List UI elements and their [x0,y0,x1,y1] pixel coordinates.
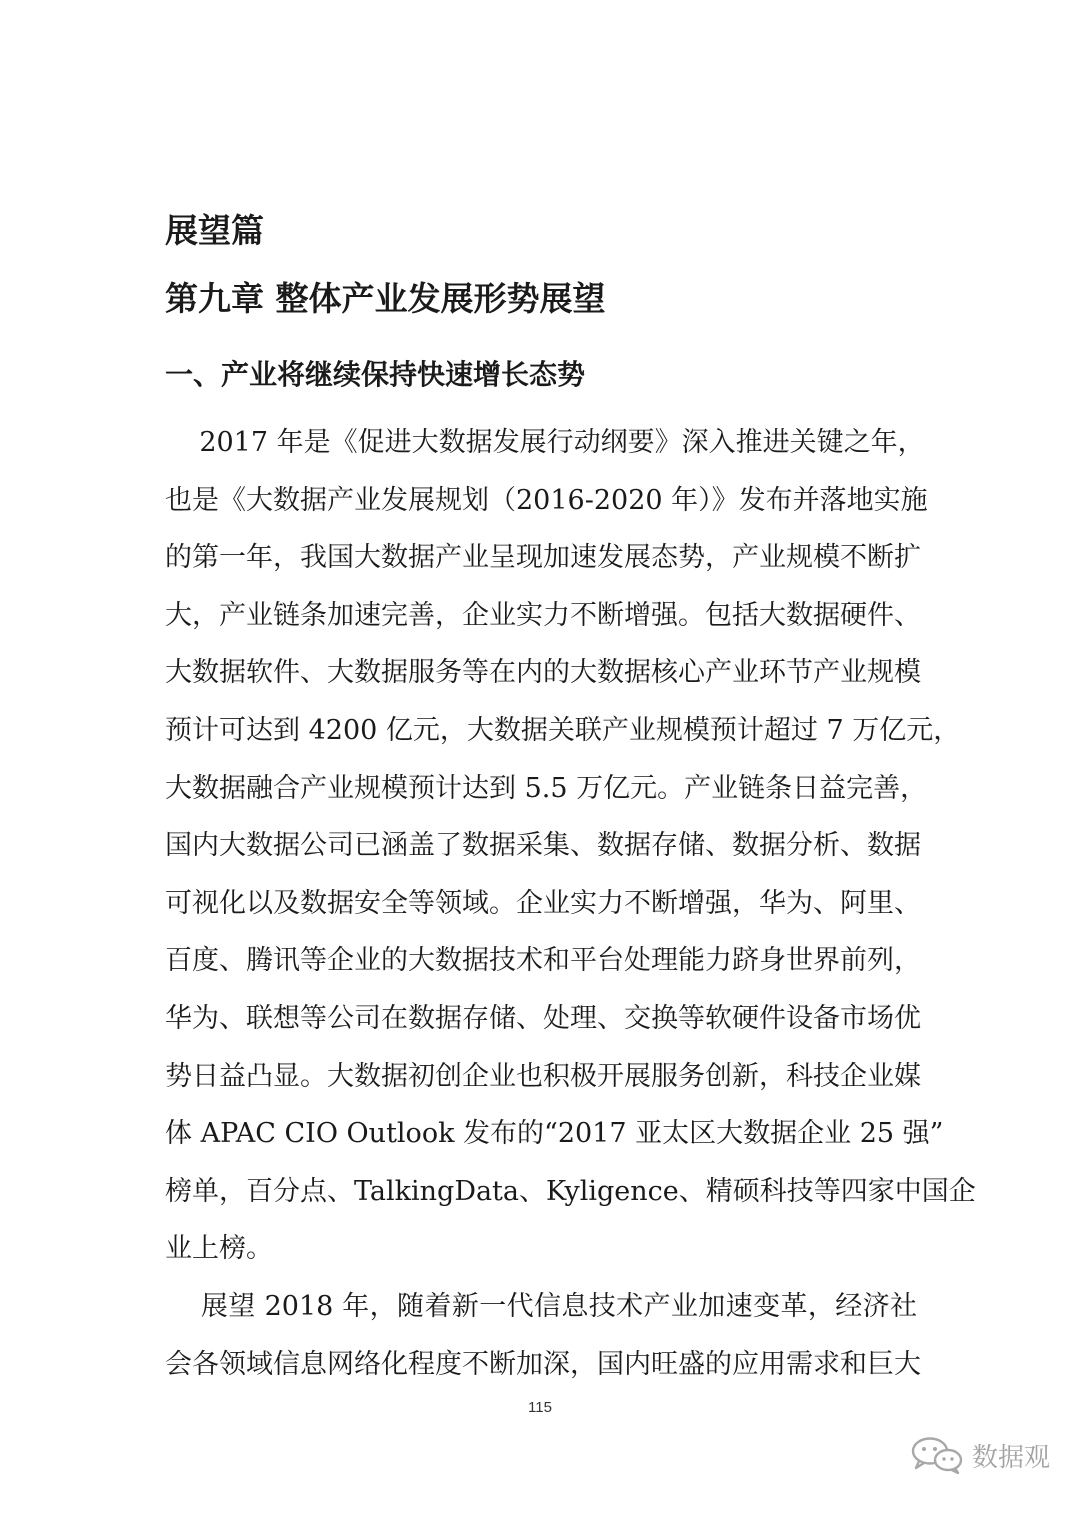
chapter-title: 第九章 整体产业发展形势展望 [165,279,606,318]
paragraph-line: 大数据软件、大数据服务等在内的大数据核心产业环节产业规模 [165,657,921,689]
page-number: 115 [528,1399,552,1416]
paragraph-line: 会各领域信息网络化程度不断加深，国内旺盛的应用需求和巨大 [165,1348,921,1380]
section-title: 一、产业将继续保持快速增长态势 [165,358,586,391]
paragraph-line: 大数据融合产业规模预计达到 5.5 万亿元。产业链条日益完善， [165,772,928,804]
paragraph-line: 体 APAC CIO Outlook 发布的“2017 亚太区大数据企业 25 强” [165,1118,944,1150]
watermark [910,1436,1050,1474]
paragraph-line: 业上榜。 [165,1233,273,1265]
paragraph-line: 势日益凸显。大数据初创企业也积极开展服务创新，科技企业媒 [165,1060,921,1092]
body-paragraph-1 [165,414,976,1278]
paragraph-line: 预计可达到 4200 亿元，大数据关联产业规模预计超过 7 万亿元， [165,714,961,746]
paragraph-line: 也是《大数据产业发展规划（2016-2020 年）》发布并落地实施 [165,484,928,516]
body-paragraph-2 [165,1278,921,1393]
paragraph-line: 国内大数据公司已涵盖了数据采集、数据存储、数据分析、数据 [165,830,921,862]
paragraph-line: 展望 2018 年，随着新一代信息技术产业加速变革，经济社 [165,1291,917,1322]
paragraph-line: 榜单，百分点、TalkingData、Kyligence、精硕科技等四家中国企 [165,1175,976,1207]
paragraph-line: 百度、腾讯等企业的大数据技术和平台处理能力跻身世界前列， [165,945,921,977]
part-title: 展望篇 [165,211,264,250]
paragraph-line: 华为、联想等公司在数据存储、处理、交换等软硬件设备市场优 [165,1002,921,1034]
paragraph-line: 2017 年是《促进大数据发展行动纲要》深入推进关键之年， [165,427,925,458]
paragraph-line: 可视化以及数据安全等领域。企业实力不断增强，华为、阿里、 [165,887,921,919]
watermark-text: 数据观 [971,1442,1050,1473]
paragraph-line: 的第一年，我国大数据产业呈现加速发展态势，产业规模不断扩 [165,542,921,574]
wechat-icon [910,1436,964,1474]
paragraph-line: 大，产业链条加速完善，企业实力不断增强。包括大数据硬件、 [165,599,921,631]
